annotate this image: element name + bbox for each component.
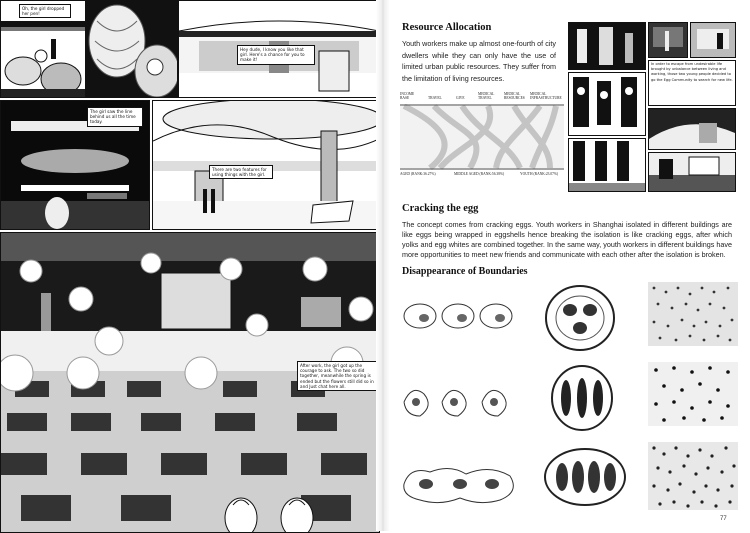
mini-panel-8: [648, 152, 736, 192]
flow-diagram: [400, 90, 564, 180]
cracking-body: The concept comes from cracking eggs. Youth workers in Shanghai isolated in different buildings are like eggs being wrapped in eggshells hence breaking the isolation is like cracking eggs, after which yolks and egg whites are combined together. In the same way, youth workers in different buildings have more opportunities to meet new friends and communicate with each other after the isolation is broken.: [402, 220, 732, 259]
eggs-row3-col1: [400, 462, 520, 506]
text-page: [390, 0, 750, 531]
dot-field-1: [648, 282, 738, 346]
dot-field-3: [648, 442, 738, 510]
boundaries-heading: Disappearance of Boundaries: [402, 266, 528, 277]
speech-bubble-1: Oh, the girl dropped her pen!: [19, 4, 71, 18]
page-number: 77: [720, 516, 727, 522]
panel-2-art: [87, 1, 177, 97]
mini-panel-2: [648, 22, 688, 58]
mini-panel-1: [568, 22, 646, 70]
flow-header-6: MEDICAL INFRASTRUCTURE: [530, 92, 562, 100]
mini-panel-4: [568, 72, 646, 136]
flow-ribbons: [400, 104, 564, 170]
mini-panel-6: [648, 108, 736, 150]
speech-bubble-3: The girl saw the line behind us all the time today.: [87, 107, 143, 127]
flow-header-3: GIVE: [456, 96, 465, 100]
flow-footer-1: AGED (RANK:36.27%): [400, 172, 436, 176]
cracking-heading: Cracking the egg: [402, 203, 479, 214]
resource-heading: Resource Allocation: [402, 22, 492, 33]
comic-panel-5: [152, 100, 380, 230]
flow-footer-2: MIDDLE AGED (RANK:56.38%): [454, 172, 505, 176]
flow-header-5: MEDICAL RESOURCES: [504, 92, 525, 100]
comic-panel-2: [86, 0, 178, 98]
speech-bubble-2: Hey dude, I know you like that girl. Here's a chance for you to make it!: [237, 45, 315, 65]
resource-body: Youth workers make up almost one-fourth of city dwellers while they can only have the use of limited urban public resources. They suffer from the limitation of living resources.: [402, 39, 556, 83]
eggs-row2-col1: [400, 382, 520, 422]
eggs-row1-col1: [400, 296, 520, 336]
mini-comic: [568, 22, 734, 190]
comic-panel-6: [0, 232, 380, 533]
egg-sketch-grid: [400, 282, 740, 522]
eggs-row1-col2: [540, 282, 620, 354]
eggs-row3-col2: [540, 442, 630, 512]
mini-caption: In order to escape from undesirable life brought by unbalance between living and working, those two young people decided to go the Egg Community to search for new life.: [649, 61, 735, 84]
flow-footer-3: YOUTH (RANK:23.07%): [520, 172, 559, 176]
book-gutter: [376, 0, 390, 531]
mini-panel-7: [568, 138, 646, 192]
comic-panel-4: [0, 100, 150, 230]
flow-header-2: TRAVEL: [428, 96, 442, 100]
flow-header-4: MEDICAL TRAVEL: [478, 92, 495, 100]
speech-bubble-4: There are two features for using things with the girl.: [209, 165, 273, 179]
mini-panel-5: [648, 60, 736, 106]
mini-panel-3: [690, 22, 736, 58]
comic-panel-1: [0, 0, 86, 98]
dot-field-2: [648, 362, 738, 426]
comic-panel-3: [178, 0, 380, 98]
eggs-row2-col2: [546, 362, 618, 434]
flow-header-1: INCOME BASE: [400, 92, 415, 100]
speech-bubble-5: After work, the girl got up the courage to ask. The two so did together, meanwhile the spring is ended but the flowers still did so in and Just chat here all.: [297, 361, 379, 391]
